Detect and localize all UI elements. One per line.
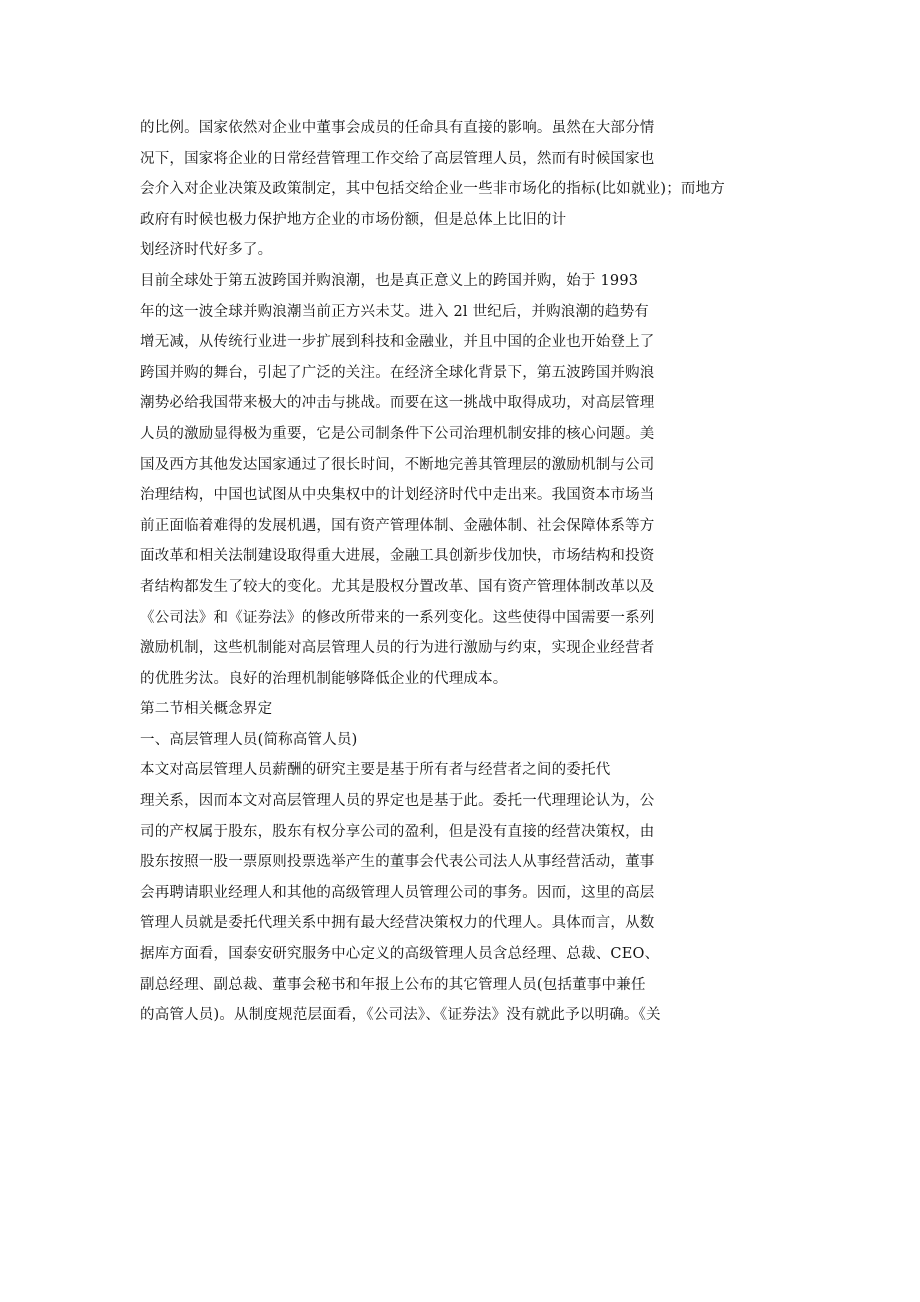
text-line: 面改革和相关法制建设取得重大进展，金融工具创新步伐加快，市场结构和投资: [140, 548, 655, 565]
text-line: 政府有时候也极力保护地方企业的市场份额，但是总体上比旧的计: [140, 211, 567, 228]
text-line: 者结构都发生了较大的变化。尤其是股权分置改革、国有资产管理体制改革以及: [140, 578, 655, 595]
text-line: 目前全球处于第五波跨国并购浪潮，也是真正意义上的跨国并购，始于 1993: [140, 272, 639, 289]
text-line: 副总经理、副总裁、董事会秘书和年报上公布的其它管理人员(包括董事中兼任: [140, 976, 646, 993]
text-line: 本文对高层管理人员薪酬的研究主要是基于所有者与经营者之间的委托代: [140, 762, 611, 779]
text-line: 国及西方其他发达国家通过了很长时间，不断地完善其管理层的激励机制与公司: [140, 456, 655, 473]
text-line: 况下，国家将企业的日常经营管理工作交给了高层管理人员，然而有时候国家也: [140, 150, 655, 167]
text-line: 人员的激励显得极为重要，它是公司制条件下公司治理机制安排的核心问题。美: [140, 425, 655, 442]
text-line: 会介入对企业决策及政策制定，其中包括交给企业一些非市场化的指标(比如就业)；而地方: [140, 181, 726, 198]
text-line: 激励机制，这些机制能对高层管理人员的行为进行激励与约束，实现企业经营者: [140, 640, 655, 657]
text-line: 的优胜劣汰。良好的治理机制能够降低企业的代理成本。: [140, 670, 508, 687]
body-text: [140, 113, 800, 1031]
text-line: 前正面临着难得的发展机遇，国有资产管理体制、金融体制、社会保障体系等方: [140, 517, 655, 534]
text-line: 的比例。国家依然对企业中董事会成员的任命具有直接的影响。虽然在大部分情: [140, 120, 655, 136]
text-line: 年的这一波全球并购浪潮当前正方兴未艾。进入 2l 世纪后，并购浪潮的趋势有: [140, 303, 649, 320]
text-line: 管理人员就是委托代理关系中拥有最大经营决策权力的代理人。具体而言，从数: [140, 915, 655, 932]
text-line: 司的产权属于股东，股东有权分享公司的盈利，但是没有直接的经营决策权，由: [140, 823, 655, 840]
section-heading: 第二节相关概念界定: [140, 701, 273, 718]
text-line: 的高管人员)。从制度规范层面看，《公司法》、《证券法》没有就此予以明确。《关: [140, 1007, 661, 1024]
text-line: 《公司法》和《证券法》的修改所带来的一系列变化。这些使得中国需要一系列: [140, 609, 655, 626]
text-line: 划经济时代好多了。: [140, 242, 273, 259]
subsection-heading: 一、高层管理人员(简称高管人员): [140, 731, 358, 748]
text-line: 股东按照一股一票原则投票选举产生的董事会代表公司法人从事经营活动，董事: [140, 854, 655, 871]
text-line: 会再聘请职业经理人和其他的高级管理人员管理公司的事务。因而，这里的高层: [140, 884, 655, 901]
text-line: 跨国并购的舞台，引起了广泛的关注。在经济全球化背景下，第五波跨国并购浪: [140, 364, 655, 381]
text-line: 治理结构，中国也试图从中央集权中的计划经济时代中走出来。我国资本市场当: [140, 487, 655, 504]
text-line: 理关系，因而本文对高层管理人员的界定也是基于此。委托一代理理论认为，公: [140, 793, 655, 810]
text-line: 增无减，从传统行业进一步扩展到科技和金融业，并且中国的企业也开始登上了: [140, 334, 655, 351]
text-line: 据库方面看，国泰安研究服务中心定义的高级管理人员含总经理、总裁、CEO、: [140, 946, 660, 963]
text-line: 潮势必给我国带来极大的冲击与挑战。而要在这一挑战中取得成功，对高层管理: [140, 395, 655, 412]
